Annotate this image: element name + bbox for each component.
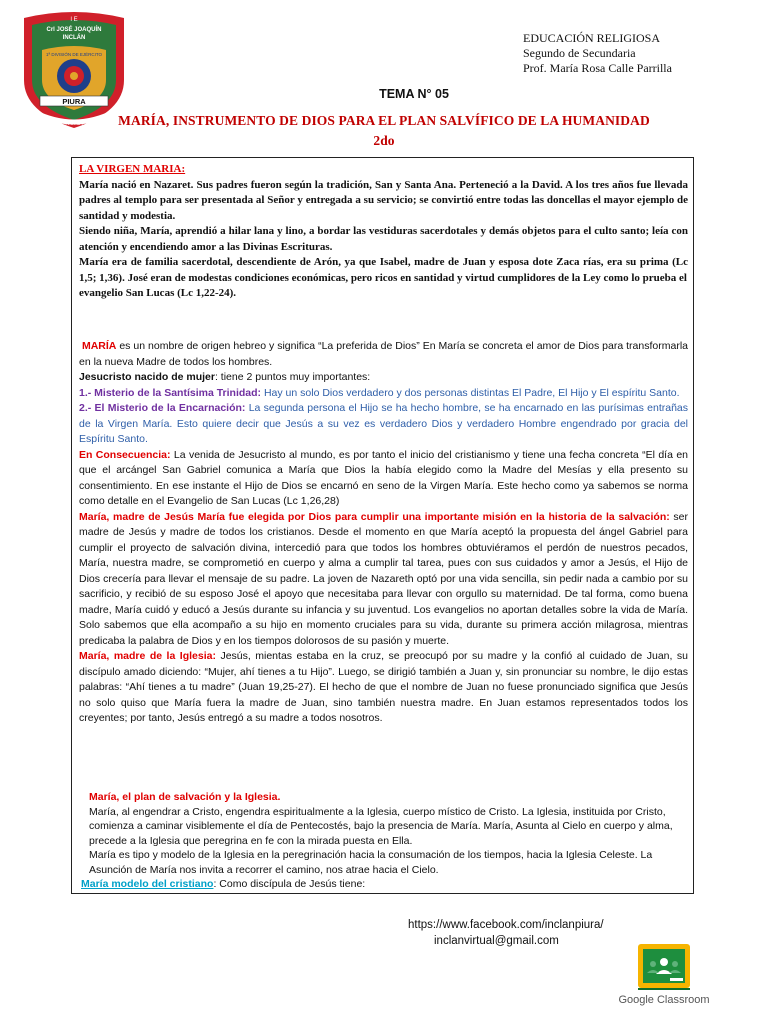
- grade: Segundo de Secundaria: [523, 46, 636, 60]
- misterio1-text: Hay un solo Dios verdadero y dos personas distintas El Padre, El Hijo y El espíritu Santo.: [261, 386, 680, 399]
- virgen-p2: Siendo niña, María, aprendió a hilar lana y lino, a bordar las vestiduras sacerdotales y demás objetos para el culto santo; leía con atención y encendiendo amor a las Divinas Escrituras.: [79, 225, 688, 253]
- crest-line2: Crl JOSÉ JOAQUÍN: [46, 27, 102, 33]
- misterio1-label: 1.- Misterio de la Santísima Trinidad:: [79, 386, 262, 399]
- main-section: [79, 339, 688, 727]
- plan-p2: María es tipo y modelo de la Iglesia en la peregrinación hacia la consumación de los tiempos, hacia la Iglesia Celeste. La Asunción de María nos invita a recorrer el camino, nos atrae hacia el Cielo.: [89, 849, 653, 876]
- maria-word: MARÍA: [81, 340, 117, 352]
- footer-contacts: [408, 917, 604, 949]
- google-classroom-label: Google Classroom: [618, 994, 710, 1006]
- subject: EDUCACIÓN RELIGIOSA: [523, 31, 660, 45]
- crest-arc: 1ª DIVISIÓN DE EJÉRCITO: [45, 52, 103, 57]
- facebook-link[interactable]: https://www.facebook.com/inclanpiura/: [408, 919, 604, 931]
- plan-heading: María, el plan de salvación y la Iglesia.: [89, 791, 281, 803]
- email-link[interactable]: inclanvirtual@gmail.com: [434, 935, 559, 947]
- crest-city: PIURA: [62, 97, 86, 106]
- modelo-label[interactable]: María modelo del cristiano: [81, 878, 214, 890]
- title-line2: 2do: [373, 133, 395, 148]
- crest-line1: I E: [70, 17, 78, 23]
- consecuencia-label: En Consecuencia:: [79, 448, 171, 461]
- title-line1: MARÍA, INSTRUMENTO DE DIOS PARA EL PLAN SALVÍFICO DE LA HUMANIDAD: [118, 113, 650, 128]
- madre-jesus-label: María, madre de Jesús María fue elegida por Dios para cumplir una importante misión en la historia de la salvación:: [79, 510, 670, 523]
- virgen-p1: María nació en Nazaret. Sus padres fueron según la tradición, San y Santa Ana. Perteneció a la David. A los tres años fue llevada padres al templo para ser presentada al Señor y entregada a su servicio; se convirtió entre todas las doncellas el mayor ejemplo de santidad y modestia.: [79, 178, 688, 222]
- madre-iglesia-text: Jesús, mientas estaba en la cruz, se preocupó por su madre y la confió al cuidado de Juan, su discípulo amado diciendo: “Mujer, ahí tienes a tu Hijo”. Luego, se dirigió también a Juan y, sin pronunciar su nombre, le dijo estas palabras: “Ahí tienes a tu madre” (Juan 19,25-27). El hecho de que el nombre de Juan no fuese pronunciado significa que Jesús no solo quiso que María fuera la madre de Juan, sino también nuestra madre. En Juan estamos representados todos los creyentes; por tanto, Jesús entregó a su madre a todos nosotros.: [79, 650, 688, 724]
- tema-number: TEMA N° 05: [379, 87, 449, 101]
- jesucristo-label: Jesucristo nacido de mujer: [79, 371, 215, 383]
- misterio2-label: 2.- El Misterio de la Encarnación:: [79, 402, 246, 414]
- virgen-p3: María era de familia sacerdotal, descendiente de Arón, ya que Isabel, madre de Juan y esposa dote Zaca rías, era su prima (Lc 1,5; 1,36). José eran de modestas condiciones económicas, pero ricos en santidad y virtud cumplidores de la Ley como lo prueba el: [79, 256, 688, 284]
- jesucristo-text: : tiene 2 puntos muy importantes:: [214, 371, 371, 383]
- modelo-text: : Como discípula de Jesús tiene:: [213, 878, 366, 890]
- consecuencia-text: La venida de Jesucristo al mundo, es por tanto el inicio del cristianismo y tiene una fecha concreta “El día en que el arcángel San Gabriel comunica a María que Dios la había elegido como la Madre del Mesías y ella presento su consentimiento. En ese instante el Hijo de Dios se encarnó en seno de la Virgen María. Este hecho como ya sabemos se norma como detalle en el Evangelio de San Lucas (Lc 1,26,28): [79, 448, 688, 507]
- madre-jesus-text: ser madre de Jesús y madre de todos los cristianos. Desde el momento en que María aceptó la propuesta del ángel Gabriel para cumplir el proyecto de salvación divina, intercedió para que todos los hombres obtuviéramos el perdón de nuestros pecados, María, nuestra madre, se comprometió en cuerpo y alma a cumplir tal tarea, pues con sus cuidados y amor a Jesús, el Hijo de Dios crecería para llevar el mensaje de su padre. La joven de Nazareth optó por una vida sencilla, sin pedir nada a cambio por su sacrificio, y recibió de su esposo José el apoyo que necesitaba para llevar con orgullo su maternidad. De tal forma, como buena madre, María cuidó y educó a Jesús durante su infancia y su juventud. Los evangelios no aportan detalles sobre la vida de María. Solo sabemos que ella acompaño a su hijo en momento cruciales para su vida, durante su primera acción milagrosa, mientras predicaba la palabra de Dios y en los tiempos dolorosos de su pasión y muerte.: [79, 510, 688, 647]
- virgen-heading: LA VIRGEN MARIA:: [79, 163, 186, 175]
- page-title: [0, 111, 768, 151]
- header-info: [523, 31, 672, 76]
- modelo-section: [81, 877, 690, 892]
- misterio2-text: La segunda persona el Hijo se ha hecho hombre, se ha encarnado en las purísimas entrañas de la Virgen María. Esto quiere decir que Jesús a su vez es verdadero Dios y verdadero Hombre engendrado por gracia del Espíritu Santo.: [79, 402, 688, 445]
- madre-iglesia-label: María, madre de la Iglesia:: [79, 650, 216, 662]
- crest-motto: PATRIA: [65, 121, 83, 127]
- plan-p1: María, al engendrar a Cristo, engendra espiritualmente a la Iglesia, cuerpo místico de Cristo. La Iglesia, instituida por Cristo, comienza a caminar visiblemente el día de Pentecostés, bajo la presencia de María. María, Asunta al Cielo en cuerpo y alma, precede a la Iglesia que peregrina en fe con la mirada puesta en Ella.: [89, 805, 673, 847]
- virgen-section: [79, 162, 688, 302]
- maria-text: es un nombre de origen hebreo y significa “La preferida de Dios” En María se concreta el amor de Dios para transformarla en la nueva Madre de todos los hombres.: [79, 340, 688, 368]
- crest-line3: INCLÁN: [62, 35, 86, 41]
- plan-section: [89, 790, 683, 877]
- virgen-p4: evangelio San Lucas (Lc 1,22-24).: [79, 287, 237, 299]
- teacher: Prof. María Rosa Calle Parrilla: [523, 61, 672, 75]
